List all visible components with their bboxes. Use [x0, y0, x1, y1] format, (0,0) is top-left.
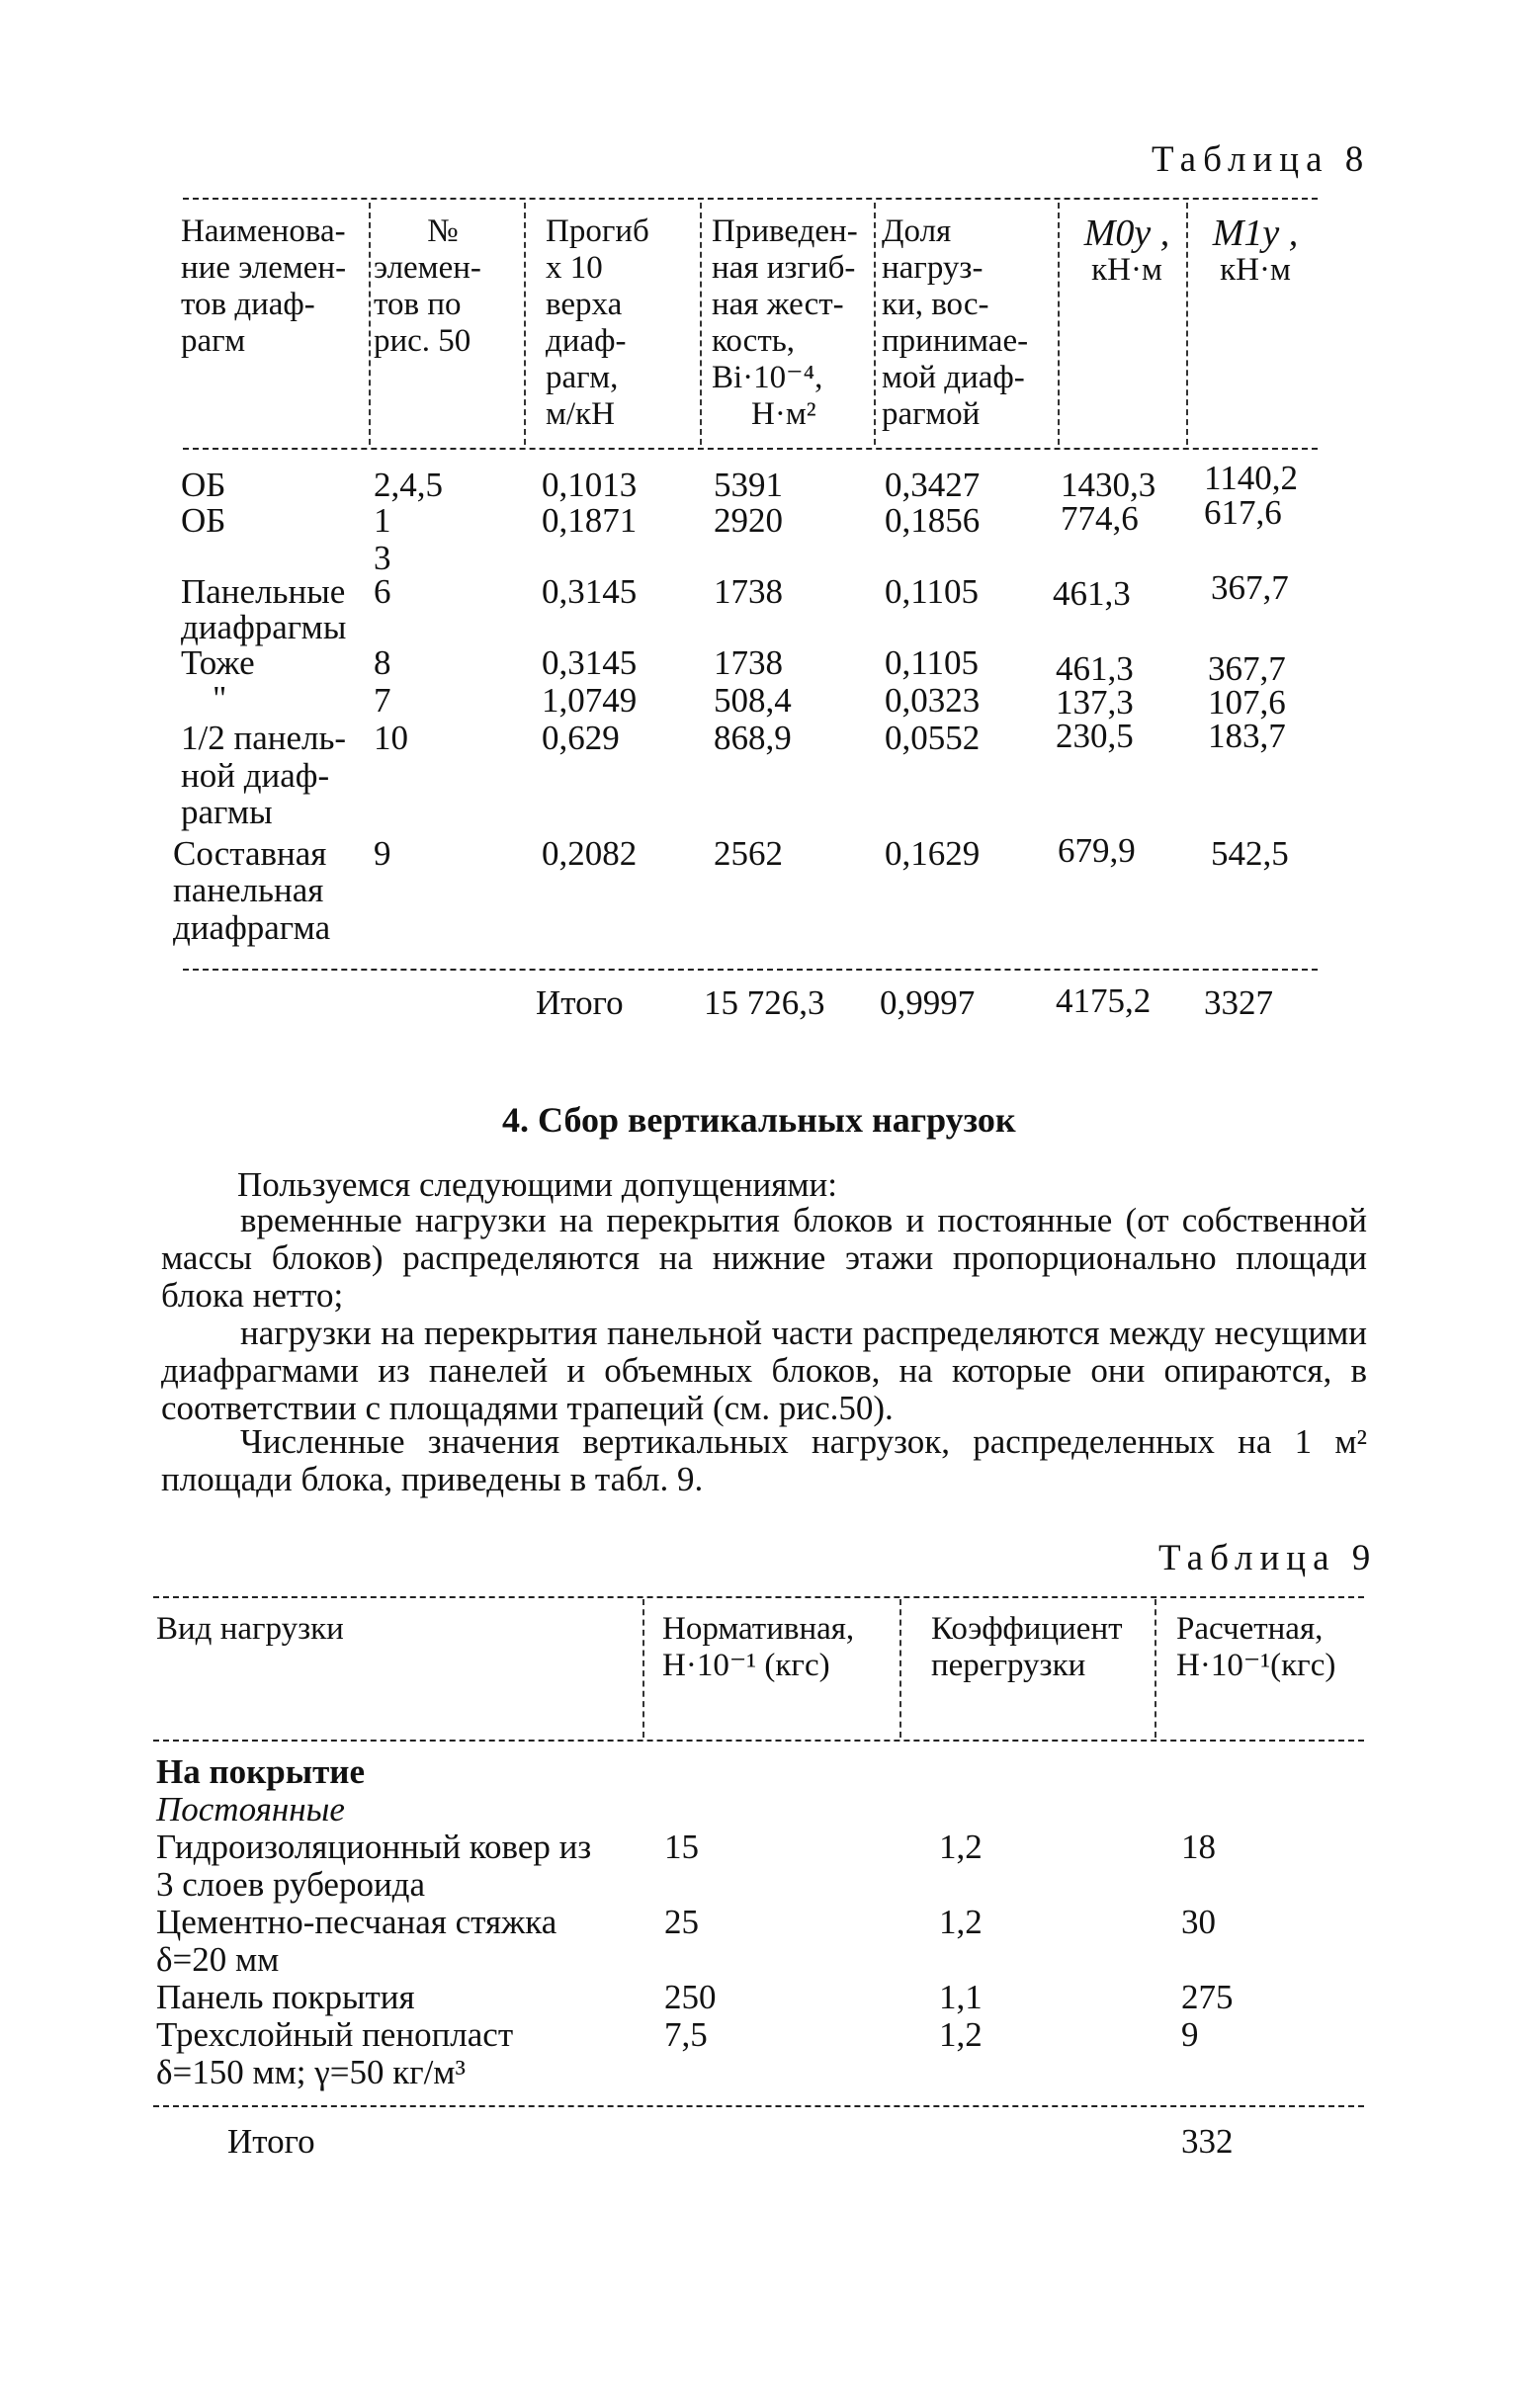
table8-row-share: 0,1105	[885, 572, 979, 611]
table8-row-num: 1	[374, 501, 391, 540]
table9-subgroup: Постоянные	[156, 1790, 345, 1829]
table8-row-num: 8	[374, 643, 391, 682]
table9-header-design: Расчетная, Н·10⁻¹(кгс)	[1176, 1611, 1336, 1683]
table8-col-sep	[524, 203, 526, 445]
table8-total-rule	[183, 969, 1318, 971]
table8-header-m0y: M0y , кН·м	[1083, 213, 1170, 288]
table8-row-m1y: 107,6	[1208, 683, 1286, 722]
table8-row-name: ной диаф-	[181, 756, 330, 795]
table8-header-rule	[183, 448, 1318, 450]
table8-row-m1y: 542,5	[1211, 834, 1289, 873]
table9-row-name: Цементно-песчаная стяжка	[156, 1903, 557, 1941]
table8-col-sep	[1058, 203, 1060, 445]
table8-row-name: "	[213, 679, 227, 718]
table9-header-factor: Коэффициент перегрузки	[931, 1611, 1123, 1683]
table8-row-m1y: 1140,2	[1204, 459, 1298, 497]
table9-row-name: δ=150 мм; γ=50 кг/м³	[156, 2053, 466, 2091]
table9-row-design: 18	[1181, 1828, 1216, 1866]
table9-row-factor: 1,2	[939, 1828, 983, 1866]
table9-row-normative: 15	[664, 1828, 699, 1866]
table9-header-type: Вид нагрузки	[156, 1611, 344, 1647]
table8-row-num: 3	[374, 539, 391, 577]
table8-row-num: 2,4,5	[374, 466, 443, 504]
table8-top-rule	[183, 198, 1318, 200]
table8-row-m0y: 679,9	[1058, 831, 1136, 870]
table8-row-name: Составная	[173, 834, 327, 873]
table8-row-num: 6	[374, 572, 391, 611]
table9-row-design: 275	[1181, 1978, 1234, 2016]
table9-row-design: 9	[1181, 2015, 1199, 2054]
table8-row-share: 0,1629	[885, 834, 981, 873]
table8-row-stiffness: 1738	[714, 643, 783, 682]
table8-row-stiffness: 5391	[714, 466, 783, 504]
table8-total-m1y: 3327	[1204, 983, 1273, 1022]
table8-row-name: 1/2 панель-	[181, 719, 347, 757]
table9-total-label: Итого	[227, 2122, 315, 2161]
table9-row-factor: 1,2	[939, 2015, 983, 2054]
table9-total-rule	[153, 2105, 1364, 2107]
table9-header-normative: Нормативная, Н·10⁻¹ (кгс)	[662, 1611, 855, 1683]
table8-row-deflection: 0,1013	[542, 466, 638, 504]
table8-row-m0y: 461,3	[1053, 574, 1131, 613]
table8-row-deflection: 0,3145	[542, 643, 638, 682]
table8-header-name: Наименова- ние элемен- тов диаф- рагм	[181, 213, 347, 359]
table9-col-sep	[1155, 1599, 1156, 1738]
table8-row-deflection: 0,629	[542, 719, 620, 757]
table9-caption: Таблица 9	[1158, 1538, 1378, 1578]
table8-row-name: диафрагмы	[181, 608, 347, 646]
table9-row-name: δ=20 мм	[156, 1940, 280, 1979]
table8-row-deflection: 0,3145	[542, 572, 638, 611]
table8-row-stiffness: 508,4	[714, 681, 792, 720]
table8-row-m1y: 183,7	[1208, 717, 1286, 755]
table8-row-deflection: 0,2082	[542, 834, 638, 873]
table9-col-sep	[642, 1599, 644, 1738]
table8-total-share: 0,9997	[880, 983, 976, 1022]
section-paragraph: Численные значения вертикальных нагрузок, распределенных на 1 м² площади блока, приведены в табл. 9.	[161, 1422, 1367, 1498]
table8-row-m0y: 230,5	[1056, 717, 1134, 755]
table8-header-m1y: M1y , кН·м	[1212, 213, 1299, 288]
table8-row-share: 0,1105	[885, 643, 979, 682]
table9-row-factor: 1,1	[939, 1978, 983, 2016]
table8-row-m1y: 367,7	[1211, 568, 1289, 607]
table8-row-share: 0,0552	[885, 719, 981, 757]
table8-row-name: ОБ	[181, 501, 226, 540]
table8-header-share: Доля нагруз- ки, вос- принимае- мой диаф- рагмой	[882, 213, 1029, 432]
section-title: 4. Сбор вертикальных нагрузок	[502, 1100, 1016, 1140]
table8-row-deflection: 0,1871	[542, 501, 638, 540]
table8-total-stiffness: 15 726,3	[704, 983, 825, 1022]
table8-row-name: диафрагма	[173, 908, 331, 947]
table8-row-stiffness: 868,9	[714, 719, 792, 757]
table8-header-stiffness: Приведен- ная изгиб- ная жест- кость, Bi·10⁻⁴, Н·м²	[712, 213, 858, 432]
table8-row-name: рагмы	[181, 793, 273, 831]
table8-row-num: 9	[374, 834, 391, 873]
table8-row-share: 0,1856	[885, 501, 981, 540]
table8-header-num: № элемен- тов по рис. 50	[374, 213, 481, 359]
table8-row-m1y: 617,6	[1204, 493, 1282, 532]
table9-row-normative: 25	[664, 1903, 699, 1941]
table8-total-m0y: 4175,2	[1056, 981, 1152, 1020]
table9-col-sep	[899, 1599, 901, 1738]
section-paragraph: Пользуемся следующими допущениями:	[237, 1165, 837, 1204]
table9-header-rule	[153, 1740, 1364, 1742]
table8-row-deflection: 1,0749	[542, 681, 638, 720]
table9-row-normative: 250	[664, 1978, 717, 2016]
table8-row-num: 10	[374, 719, 408, 757]
table8-row-stiffness: 2562	[714, 834, 783, 873]
section-paragraph: нагрузки на перекрытия панельной части распределяются между несущими диафрагмами из панелей и объемных блоков, на которые они опираются, в соответствии с площадями трапеций (см. рис.50).	[161, 1314, 1367, 1427]
table9-group: На покрытие	[156, 1752, 365, 1791]
table8-row-m0y: 137,3	[1056, 683, 1134, 722]
table8-row-stiffness: 2920	[714, 501, 783, 540]
table9-row-design: 30	[1181, 1903, 1216, 1941]
table8-caption: Таблица 8	[1152, 139, 1371, 180]
section-paragraph: временные нагрузки на перекрытия блоков и постоянные (от собственной массы блоков) распределяются на нижние этажи пропорционально площади блока нетто;	[161, 1201, 1367, 1315]
table8-row-share: 0,0323	[885, 681, 981, 720]
table8-row-num: 7	[374, 681, 391, 720]
table8-row-name: ОБ	[181, 466, 226, 504]
table8-col-sep	[700, 203, 702, 445]
table9-row-normative: 7,5	[664, 2015, 708, 2054]
table9-row-name: Трехслойный пенопласт	[156, 2015, 514, 2054]
table9-total-design: 332	[1181, 2122, 1234, 2161]
table8-row-m0y: 461,3	[1056, 649, 1134, 688]
table9-row-name: Панель покрытия	[156, 1978, 415, 2016]
table8-row-share: 0,3427	[885, 466, 981, 504]
table8-total-label: Итого	[536, 983, 624, 1022]
table9-row-name: 3 слоев рубероида	[156, 1865, 426, 1904]
table8-row-stiffness: 1738	[714, 572, 783, 611]
table9-top-rule	[153, 1596, 1364, 1598]
table8-row-name: Тоже	[181, 643, 255, 682]
table9-row-name: Гидроизоляционный ковер из	[156, 1828, 592, 1866]
table8-row-m1y: 367,7	[1208, 649, 1286, 688]
table8-header-deflection: Прогиб х 10 верха диаф- рагм, м/кН	[546, 213, 649, 432]
table8-row-m0y: 774,6	[1061, 499, 1139, 538]
table8-col-sep	[369, 203, 371, 445]
table8-row-name: Панельные	[181, 572, 346, 611]
table9-row-factor: 1,2	[939, 1903, 983, 1941]
table8-row-m0y: 1430,3	[1061, 466, 1156, 504]
table8-col-sep	[874, 203, 876, 445]
table8-row-name: панельная	[173, 871, 324, 909]
table8-col-sep	[1186, 203, 1188, 445]
